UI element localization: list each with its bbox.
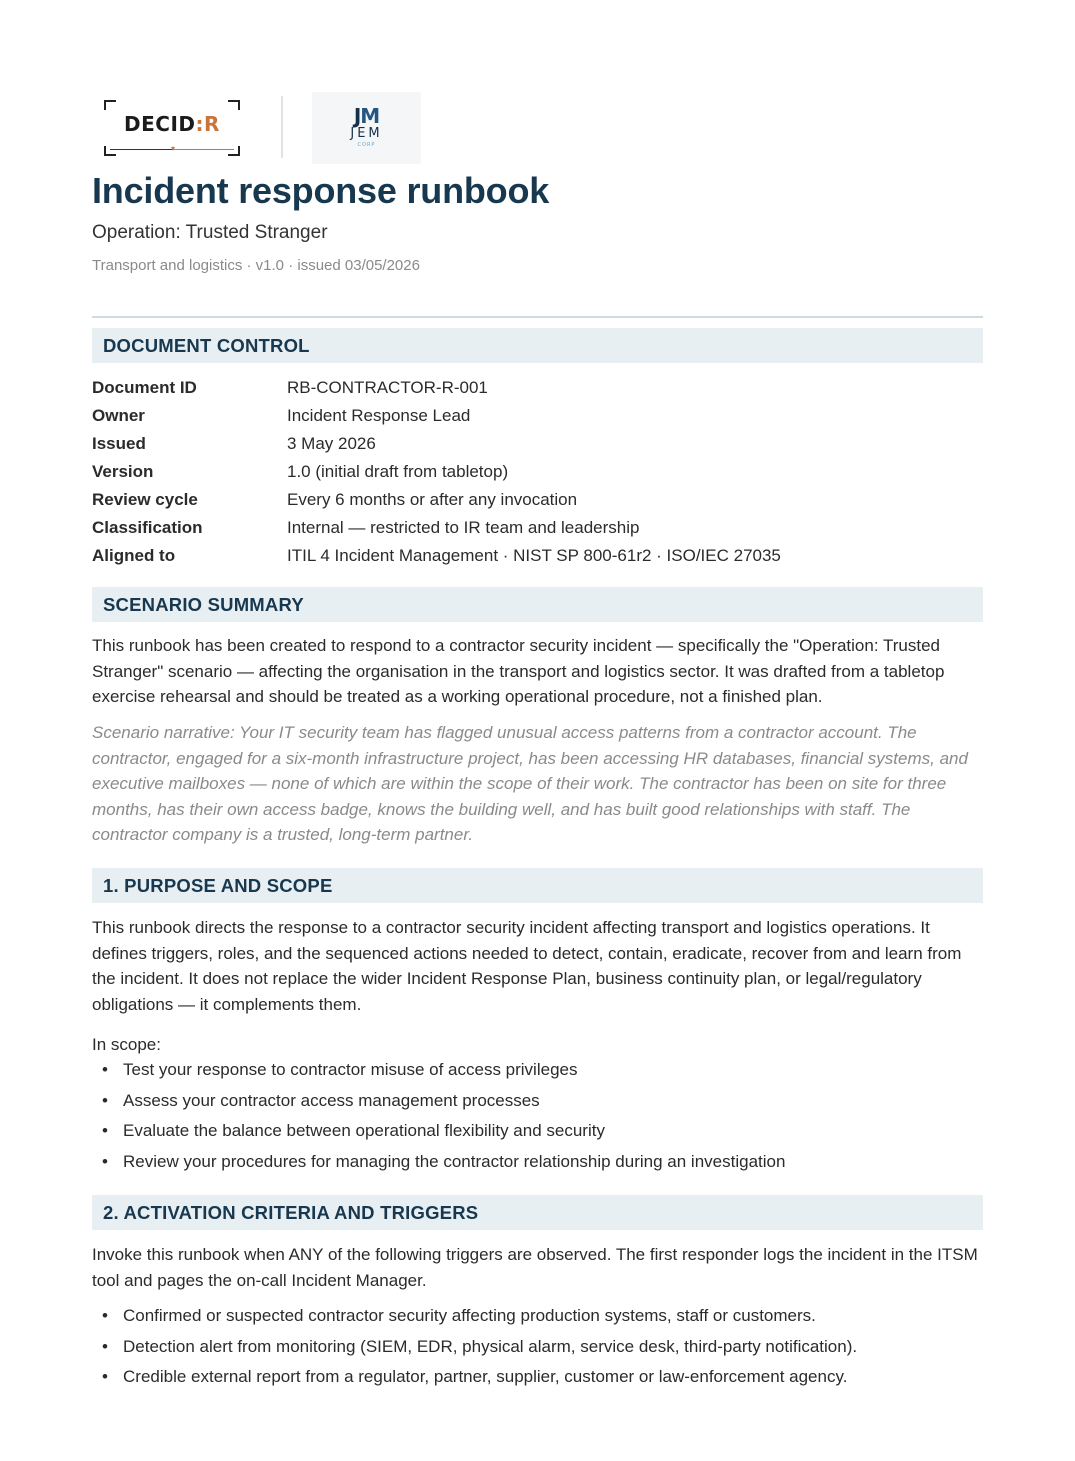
table-key: Document ID	[92, 378, 197, 397]
jem-logo-monogram: JM	[353, 104, 380, 128]
trigger-list	[92, 1301, 983, 1393]
document-meta: Transport and logistics · v1.0 · issued 03/05/2026	[92, 257, 420, 274]
table-value: 3 May 2026	[287, 434, 376, 453]
list-item: • Detection alert from monitoring (SIEM, EDR, physical alarm, service desk, third-party notification).	[102, 1336, 858, 1356]
table-key: Review cycle	[92, 490, 198, 509]
jem-logo	[312, 92, 421, 164]
list-item: • Assess your contractor access management processes	[102, 1090, 540, 1110]
section-heading-purpose-scope: 1. PURPOSE AND SCOPE	[92, 868, 983, 903]
table-key: Issued	[92, 434, 146, 453]
table-value: 1.0 (initial draft from tabletop)	[287, 462, 509, 481]
scope-list	[92, 1055, 983, 1178]
document-control-table	[92, 374, 983, 570]
scenario-summary-body: This runbook has been created to respond to a contractor security incident — specifically the "Operation: Trusted Stranger" scenario — affecting the organisation in the transport and logistics sector. It was drafted from a tabletop exercise rehearsal and should be treated as a working operational procedure, not a finished plan.	[92, 636, 945, 706]
table-row	[92, 374, 983, 402]
table-row	[92, 430, 983, 458]
table-row	[92, 542, 983, 570]
purpose-body: This runbook directs the response to a contractor security incident affecting transport and logistics operations. It defines triggers, roles, and the sequenced actions needed to detect, contain, eradicate, recover from and learn from the incident. It does not replace the wider Incident Response Plan, business continuity plan, or legal/regulatory obligations — it complements them.	[92, 918, 962, 1014]
decidr-logo-wordmark: DECID:R	[124, 112, 220, 136]
scope-label: In scope:	[92, 1035, 161, 1054]
scenario-narrative: Scenario narrative: Your IT security team has flagged unusual access patterns from a contractor account. The contractor, engaged for a six-month infrastructure project, has been accessing HR databases, financial systems, and executive mailboxes — none of which are within the scope of their work. The contractor has been on site for three months, has their own access badge, knows the building well, and has built good relationships with staff. The contractor company is a trusted, long-term partner.	[92, 723, 968, 844]
table-value: Incident Response Lead	[287, 406, 471, 425]
table-value: Internal — restricted to IR team and leadership	[287, 518, 640, 537]
page-subtitle: Operation: Trusted Stranger	[92, 222, 328, 243]
list-item: • Evaluate the balance between operational flexibility and security	[102, 1121, 605, 1141]
table-row	[92, 402, 983, 430]
table-key: Aligned to	[92, 546, 176, 565]
table-value: Every 6 months or after any invocation	[287, 490, 578, 509]
logo-divider	[281, 96, 283, 158]
jem-logo-sub: CORP	[357, 142, 376, 148]
page-title: Incident response runbook	[92, 170, 550, 211]
table-key: Classification	[92, 518, 203, 537]
list-item: • Credible external report from a regulator, partner, supplier, customer or law-enforcement agency.	[102, 1367, 848, 1387]
section-heading-document-control: DOCUMENT CONTROL	[92, 328, 983, 363]
list-item: • Review your procedures for managing the contractor relationship during an investigation	[102, 1152, 786, 1172]
table-row	[92, 458, 983, 486]
table-key: Version	[92, 462, 154, 481]
list-item: • Confirmed or suspected contractor security affecting production systems, staff or customers.	[102, 1306, 816, 1325]
section-heading-activation: 2. ACTIVATION CRITERIA AND TRIGGERS	[92, 1195, 983, 1230]
header-divider	[92, 316, 983, 318]
table-key: Owner	[92, 406, 145, 425]
section-heading-scenario-summary: SCENARIO SUMMARY	[92, 587, 983, 622]
table-row	[92, 514, 983, 542]
table-value: ITIL 4 Incident Management · NIST SP 800-61r2 · ISO/IEC 27035	[287, 546, 781, 565]
list-item: • Test your response to contractor misuse of access privileges	[102, 1060, 578, 1079]
table-value: RB-CONTRACTOR-R-001	[287, 378, 488, 397]
jem-logo-wordmark: JEM	[350, 126, 383, 141]
logo-bar	[92, 92, 432, 164]
decidr-logo: DECID:R ▾	[104, 100, 240, 156]
activation-body: Invoke this runbook when ANY of the following triggers are observed. The first responder logs the incident in the ITSM tool and pages the on-call Incident Manager.	[92, 1245, 978, 1290]
table-row	[92, 486, 983, 514]
